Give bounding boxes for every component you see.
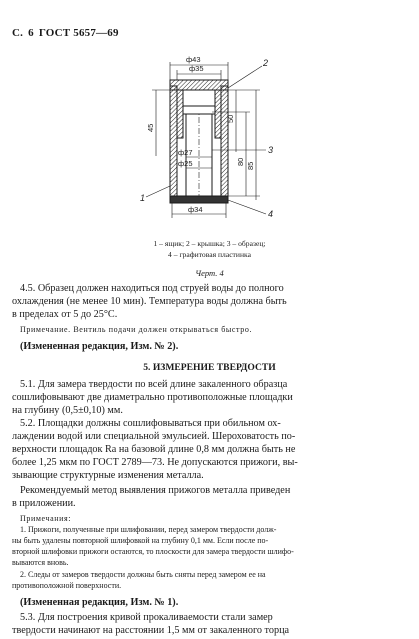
drawing-caption: Черт. 4 xyxy=(195,268,224,278)
box-wall-right xyxy=(221,86,228,198)
lid-skirt-left xyxy=(177,90,183,138)
para-5-2-line4: более 1,25 мкм по ГОСТ 2789—73. Не допускаются прижоги, вы- xyxy=(12,457,298,468)
drawing-legend-line1: 1 – ящик; 2 – крышка; 3 – образец; xyxy=(153,239,266,248)
edit-note-1: (Измененная редакция, Изм. № 1). xyxy=(20,597,179,608)
dim-d35: ф35 xyxy=(189,64,204,73)
para-5-3-line1: 5.3. Для построения кривой прокаливаемости стали замер xyxy=(20,612,273,623)
graphite-plate xyxy=(170,196,228,203)
para-5-2-line1: 5.2. Площадки должны сошлифовываться при обильном ох- xyxy=(20,418,281,429)
dim-50: 50 xyxy=(226,114,235,123)
callout-1: 1 xyxy=(140,193,146,203)
para-4-5-line2: охлаждения (не менее 10 мин). Температура воды должна быть xyxy=(12,296,287,307)
dim-d34: ф34 xyxy=(188,205,203,214)
box-wall-left xyxy=(170,86,177,198)
note-2-line2: противоположной поверхности. xyxy=(12,581,122,590)
page-prefix: С. xyxy=(12,27,24,39)
drawing-legend-line2: 4 – графитовая пластинка xyxy=(168,250,251,259)
note-1-line1: 1. Прижоги, полученные при шлифовании, перед замером твердости долж- xyxy=(20,525,277,534)
para-5-1-line1: 5.1. Для замера твердости по всей длине закаленного образца xyxy=(20,379,288,390)
dim-d25: ф25 xyxy=(178,159,193,168)
callout-3: 3 xyxy=(268,145,274,155)
page-number: 6 xyxy=(28,27,34,39)
para-5-3-line2: твердости начинают на расстоянии 1,5 мм от закаленного торца xyxy=(12,625,290,636)
recommend-line1: Рекомендуемый метод выявления прижогов металла приведен xyxy=(20,485,291,496)
callout-2: 2 xyxy=(263,58,269,68)
para-4-5-line3: в пределах от 5 до 25°С. xyxy=(12,309,118,320)
lid-top xyxy=(170,80,228,90)
note-1-line3: вторной шлифовки прижоги остаются, то плоскости для замера твердости шлифо- xyxy=(12,547,294,556)
section-title: 5. ИЗМЕРЕНИЕ ТВЕРДОСТИ xyxy=(143,362,276,373)
para-5-2-line3: верхности площадок Ra на базовой длине 0,8 мм должна быть не xyxy=(12,444,296,455)
note-valve: Примечание. Вентиль подачи должен открываться быстро. xyxy=(20,325,253,334)
para-5-1-line2: сошлифовывают две диаметрально противоположные площадки xyxy=(12,392,293,403)
dim-45: 45 xyxy=(146,123,155,132)
recommend-line2: в приложении. xyxy=(12,498,76,509)
dim-d43: ф43 xyxy=(186,55,201,64)
note-1-line2: ны быть удалены повторной шлифовкой на глубину 0,1 мм. Если после по- xyxy=(12,536,269,545)
note-1-line4: вываются вновь. xyxy=(12,558,69,567)
dim-d27: ф27 xyxy=(178,148,193,157)
technical-drawing xyxy=(0,0,419,250)
note-2-line1: 2. Следы от замеров твердости должны быть сняты перед замером ее на xyxy=(20,570,266,579)
lid-skirt-right xyxy=(215,90,221,138)
para-5-2-line5: зывающие структурные изменения металла. xyxy=(12,470,204,481)
para-4-5-line1: 4.5. Образец должен находиться под струей воды до полного xyxy=(20,283,284,294)
edit-note-2: (Измененная редакция, Изм. № 2). xyxy=(20,341,179,352)
para-5-2-line2: лаждении водой или специальной эмульсией. Шероховатость по- xyxy=(12,431,296,442)
callout-4: 4 xyxy=(268,209,274,219)
dim-85: 85 xyxy=(246,161,255,170)
dim-80: 80 xyxy=(236,157,245,166)
para-5-1-line3: на глубину (0,5±0,10) мм. xyxy=(12,405,123,416)
standard-id: ГОСТ 5657—69 xyxy=(38,27,119,39)
notes-title: Примечания: xyxy=(20,514,72,523)
